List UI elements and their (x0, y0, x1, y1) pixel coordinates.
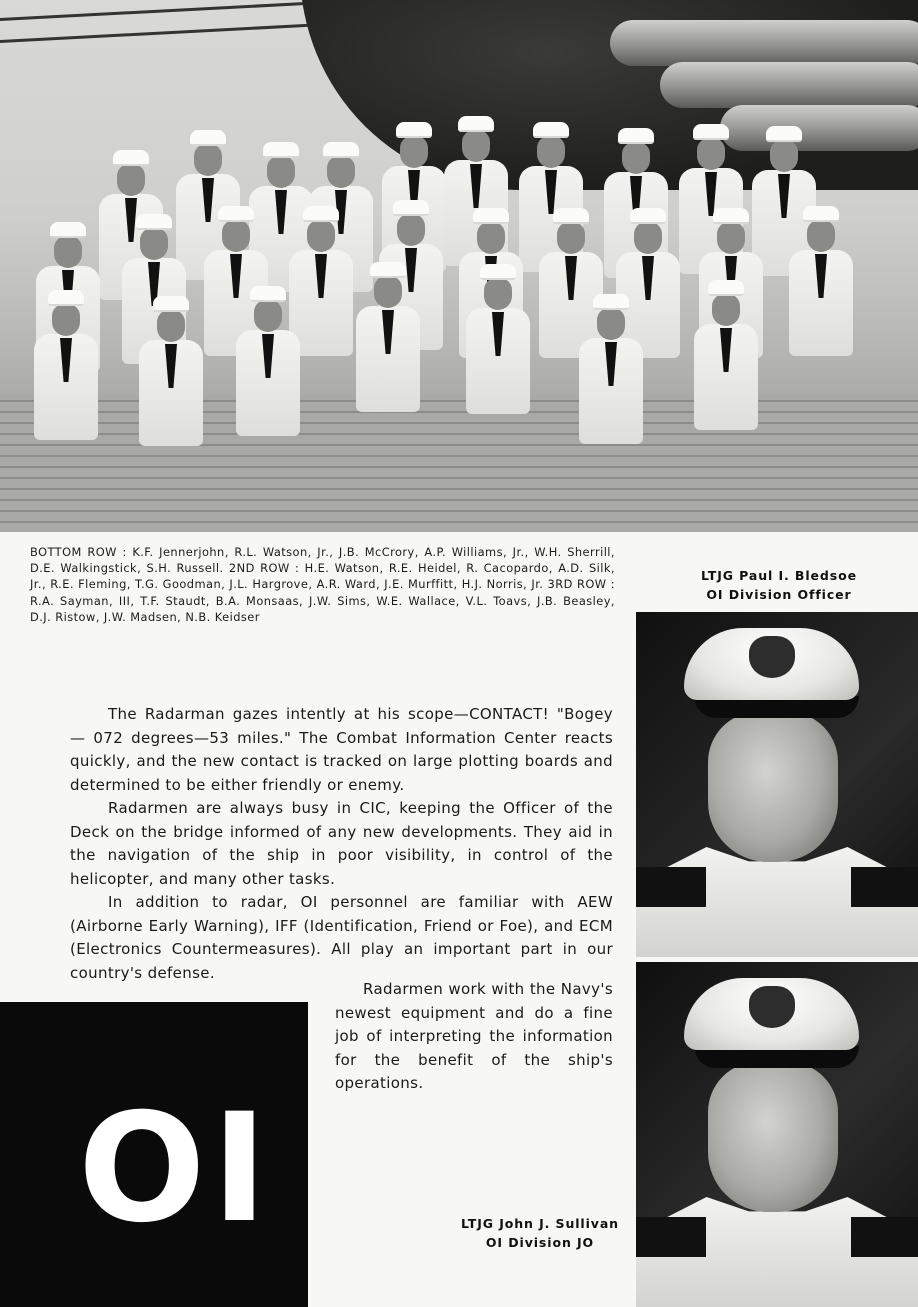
gun-barrel (660, 62, 918, 108)
sailor-figure (690, 280, 762, 430)
photo-caption: BOTTOM ROW : K.F. Jennerjohn, R.L. Watson, Jr., J.B. McCrory, A.P. Williams, Jr., W.H. Sherrill, D.E. Walkingstick, S.H. Russell. 2ND ROW : H.E. Watson, R.E. Heidel, R. Cacopardo, A.D. Silk, Jr., R.E. Fleming, T.G. Goodman, J.L. Hargrove, A.R. Ward, J.E. Murffitt, H.J. Norris, Jr. 3RD ROW : R.A. Sayman, III, T.F. Staudt, B.A. Monsaas, J.W. Sims, W.E. Wallace, V.L. Toavs, J.B. Beasley, D.J. Ristow, J.W. Madsen, N.B. Keidser (30, 545, 615, 624)
group-photo (0, 0, 918, 532)
cap-badge-icon (749, 636, 795, 678)
division-title: OI (78, 1082, 274, 1256)
officer-name: LTJG John J. Sullivan (461, 1216, 619, 1231)
sailor-figure (352, 262, 424, 412)
cap-badge-icon (749, 986, 795, 1028)
body-paragraph: Radarmen are always busy in CIC, keeping the Officer of the Deck on the bridge informed of any new developments. They aid in the navigation of the ship in poor visibility, in control of the helicopter, and many other tasks. (70, 799, 613, 888)
sailor-figure (232, 286, 304, 436)
ship-railing (0, 24, 310, 43)
officer-role: OI Division Officer (706, 587, 852, 602)
article-side-text (335, 978, 613, 1096)
article-body (70, 703, 613, 985)
officer-role: OI Division JO (485, 1235, 595, 1250)
body-paragraph: The Radarman gazes intently at his scope—CONTACT! "Bogey — 072 degrees—53 miles." The Combat Information Center reacts quickly, and the new contact is tracked on large plotting boards and determined to be either friendly or enemy. (70, 705, 613, 794)
sailor-figure (135, 296, 207, 446)
body-paragraph: In addition to radar, OI personnel are familiar with AEW (Airborne Early Warning), IFF (Identification, Friend or Foe), and ECM (Electronics Countermeasures). All play an important part in our country's defense. (70, 893, 613, 982)
ship-railing (0, 1, 320, 21)
sailor-figure (575, 294, 647, 444)
officer-portrait-top (636, 612, 918, 957)
body-paragraph: Radarmen work with the Navy's newest equipment and do a fine job of interpreting the information for the benefit of the ship's operations. (335, 980, 613, 1092)
division-block (0, 1002, 308, 1307)
sailor-figure (30, 290, 102, 440)
gun-barrel (610, 20, 918, 66)
officer-label-bottom (410, 1214, 670, 1252)
officer-portrait-bottom (636, 962, 918, 1307)
officer-name: LTJG Paul I. Bledsoe (701, 568, 857, 583)
officer-label-top (640, 566, 918, 604)
sailor-figure (462, 264, 534, 414)
sailor-figure (785, 206, 857, 356)
